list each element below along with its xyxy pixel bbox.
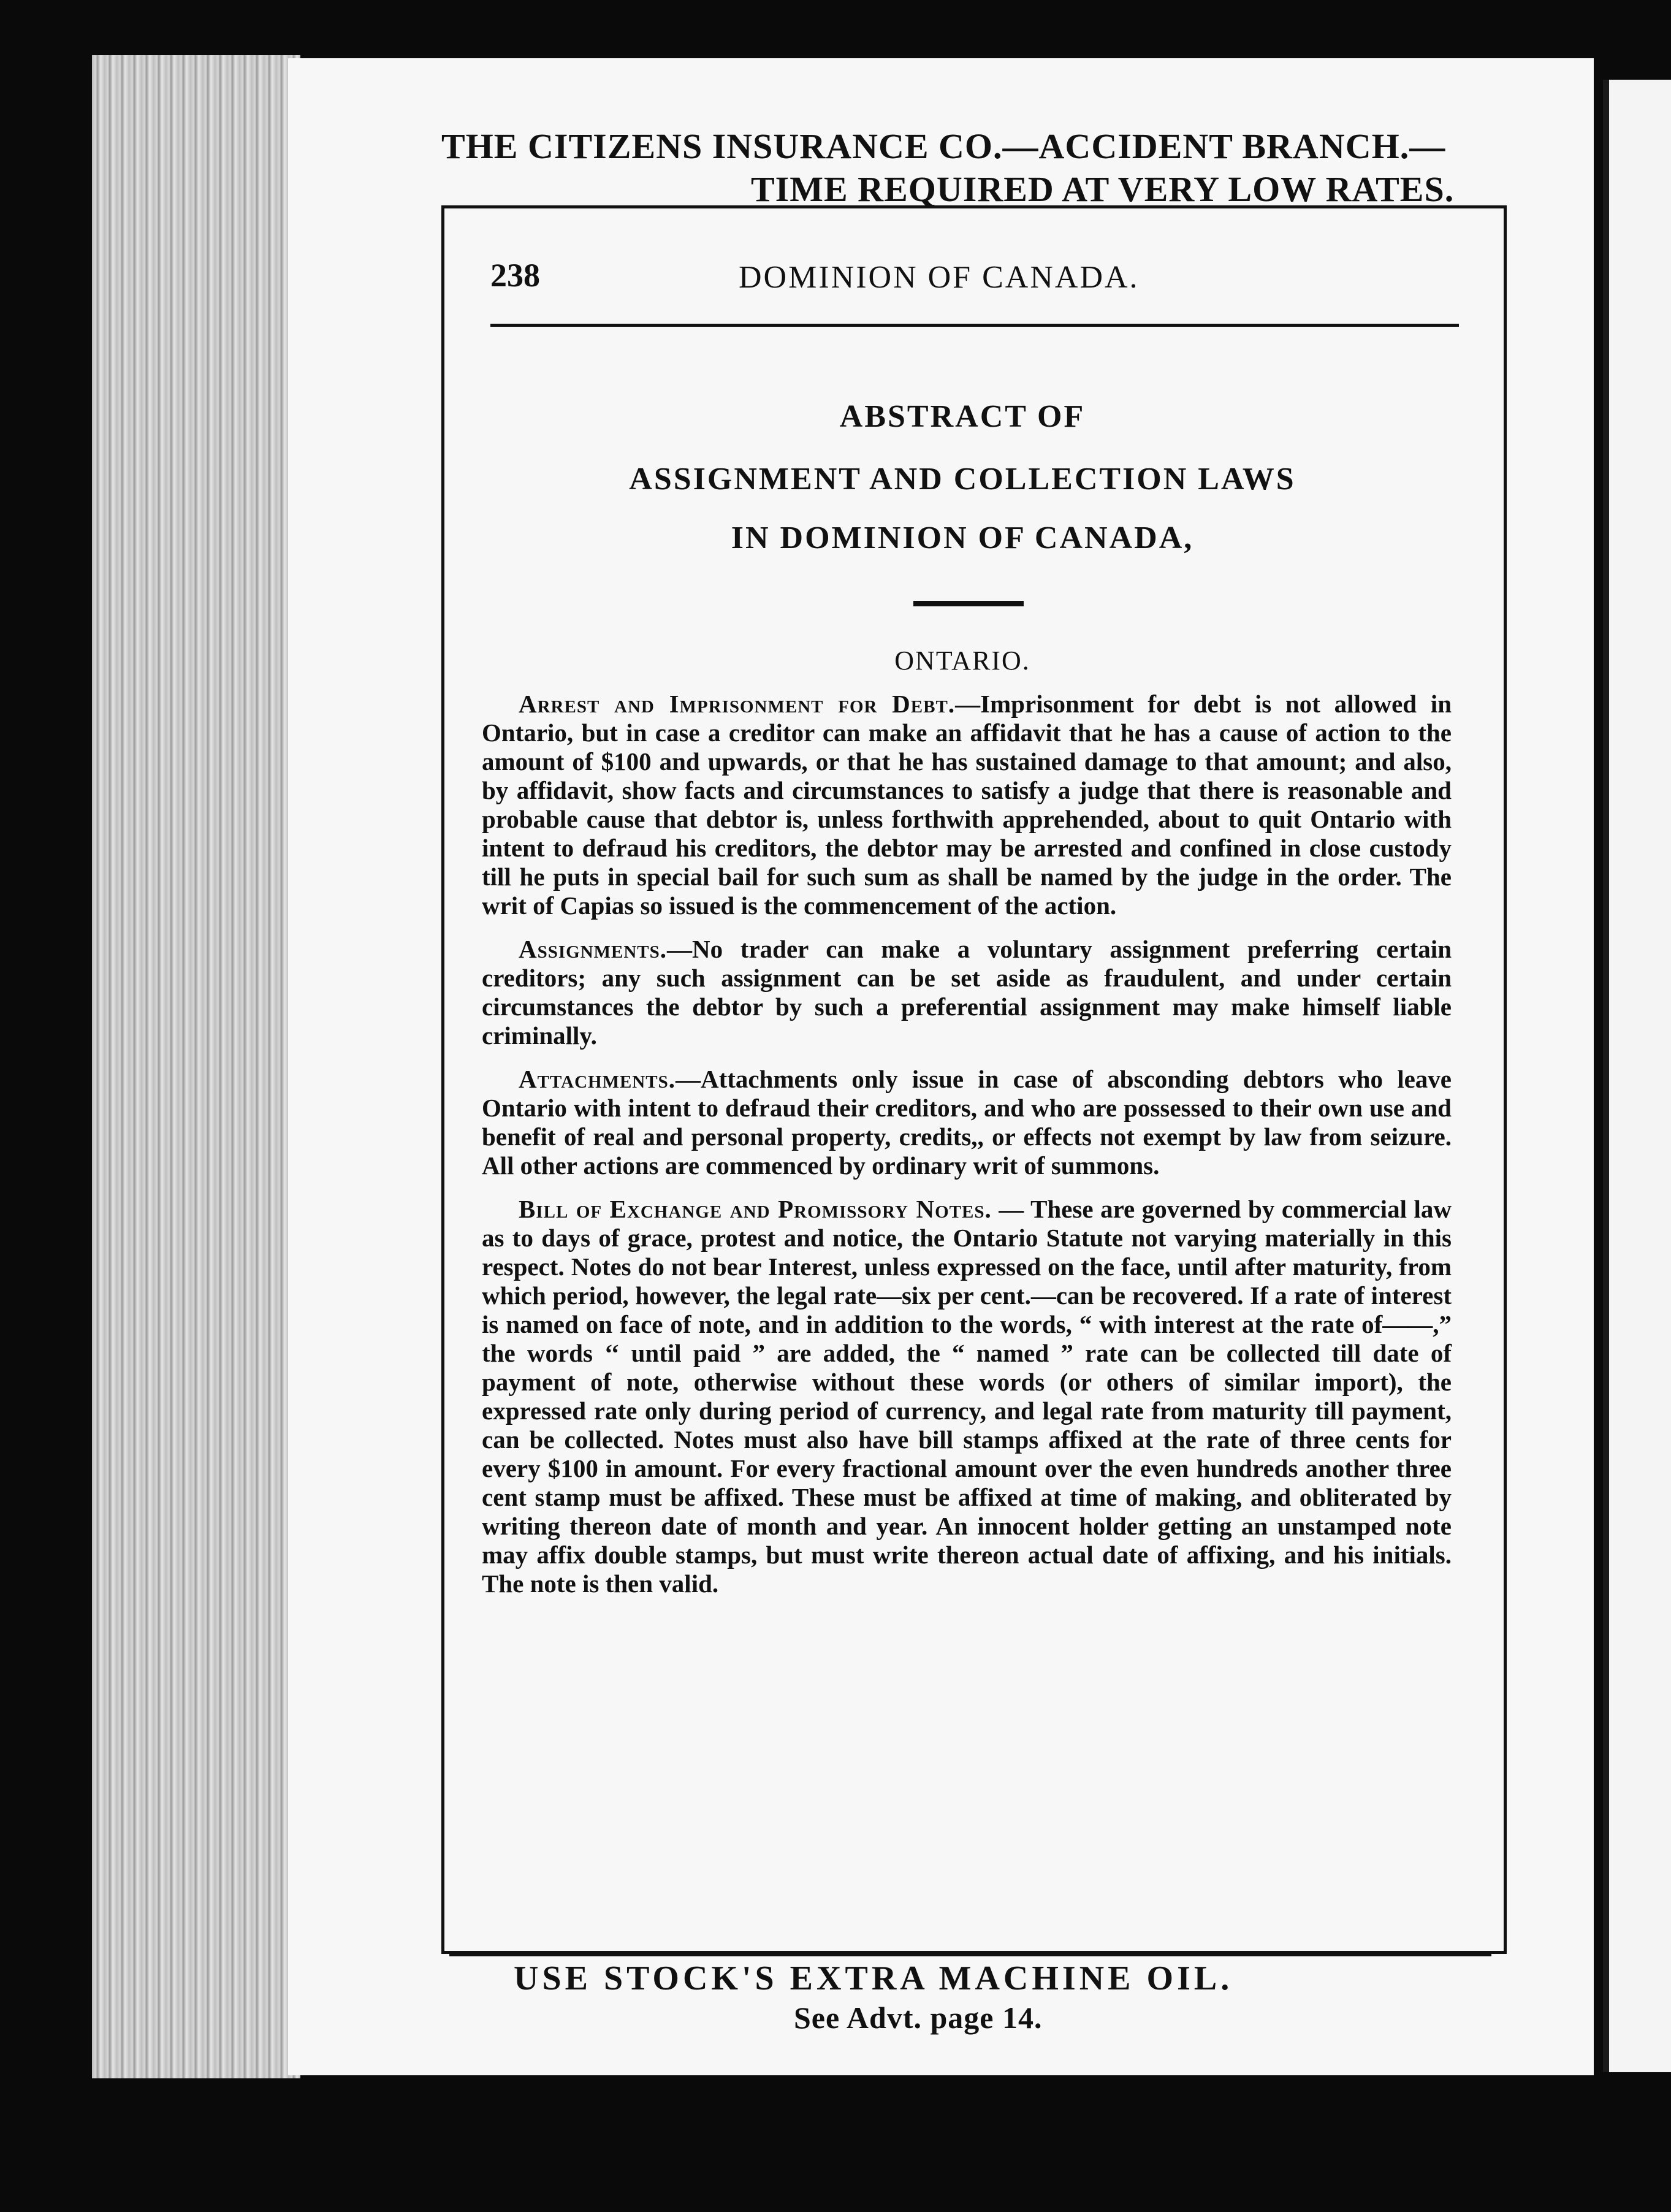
header-rule: [490, 324, 1459, 327]
bottom-advert-line2: See Advt. page 14.: [794, 2000, 1043, 2035]
page-number: 238: [490, 257, 540, 294]
top-advert-line2: TIME REQUIRED AT VERY LOW RATES.: [751, 169, 1455, 209]
heading-divider: [913, 601, 1024, 606]
bottom-advert-line1: USE STOCK'S EXTRA MACHINE OIL.: [514, 1959, 1233, 1997]
page-stack-edge: [92, 55, 300, 2078]
facing-page-edge: [1603, 80, 1671, 2072]
frame-bottom-rule: [449, 1953, 1491, 1956]
paragraph-text: —No trader can make a voluntary assignment preferring certain creditors; any such assignment can be set aside as fraudulent, and under certain circumstances the debtor by such a preferential assignment may make himself liable criminally.: [482, 935, 1452, 1050]
paragraph-text: —Attachments only issue in case of absconding debtors who leave Ontario with intent to defraud their creditors, and who are possessed to their own use and benefit of real and personal property, credits,, or effects not exempt by law from seizure. All other actions are commenced by ordinary writ of summons.: [482, 1065, 1452, 1180]
paragraph-assignments: [482, 935, 1452, 1050]
top-advert-line1: THE CITIZENS INSURANCE CO.—ACCIDENT BRANCH.—: [441, 126, 1446, 166]
heading-line1: ABSTRACT OF: [839, 399, 1086, 434]
paragraph-text: — These are governed by commercial law as to days of grace, protest and notice, the Ontario Statute not varying materially in this respect. Notes do not bear Interest, unless expressed on the face, until after maturity, from which period, however, the legal rate—six per cent.—can be recovered. If a rate of interest is named on face of note, and in addition to the words, “ with interest at the rate of——,” the words ‘‘ until paid ” are added, the “ named ” rate can be collected till date of payment of note, otherwise without these words (or others of similar import), the expressed rate only during period of currency, and legal rate from maturity till payment, can be collected. Notes must also have bill stamps affixed at the rate of three cents for every $100 in amount. For every fractional amount over the even hundreds another three cent stamp must be affixed. These must be affixed at time of making, and obliterated by writing thereon date of month and year. An innocent holder getting an unstamped note may affix double stamps, but must write thereon actual date of affixing, and his initials. The note is then valid.: [482, 1195, 1452, 1598]
paragraph-lead: Arrest and Imprisonment for Debt.: [519, 690, 956, 718]
paragraph-bills: [482, 1195, 1452, 1598]
paragraph-text: —Imprisonment for debt is not allowed in Ontario, but in case a creditor can make an affidavit that he has a cause of action to the amount of $100 and upwards, or that he has sustained damage to that amount; and also, by affidavit, show facts and circumstances to satisfy a judge that there is reasonable and probable cause that debtor is, unless forthwith apprehended, about to quit Ontario with intent to defraud his creditors, the debtor may be arrested and confined in close custody till he puts in special bail for such sum as shall be named by the judge in the order. The writ of Capias so issued is the commencement of the action.: [482, 690, 1452, 920]
paragraph-lead: Attachments.: [519, 1065, 676, 1093]
paragraph-arrest: [482, 690, 1452, 920]
paragraph-lead: Bill of Exchange and Promissory Notes.: [519, 1195, 992, 1223]
running-title: DOMINION OF CANADA.: [739, 260, 1140, 295]
running-head: [490, 256, 1447, 299]
section-title: ONTARIO.: [894, 646, 1030, 676]
heading-line2: ASSIGNMENT AND COLLECTION LAWS: [629, 462, 1296, 497]
paragraph-attachments: [482, 1065, 1452, 1180]
heading-line3: IN DOMINION OF CANADA,: [731, 521, 1194, 555]
paragraph-lead: Assignments.: [519, 935, 668, 963]
body-text: [482, 690, 1452, 1613]
